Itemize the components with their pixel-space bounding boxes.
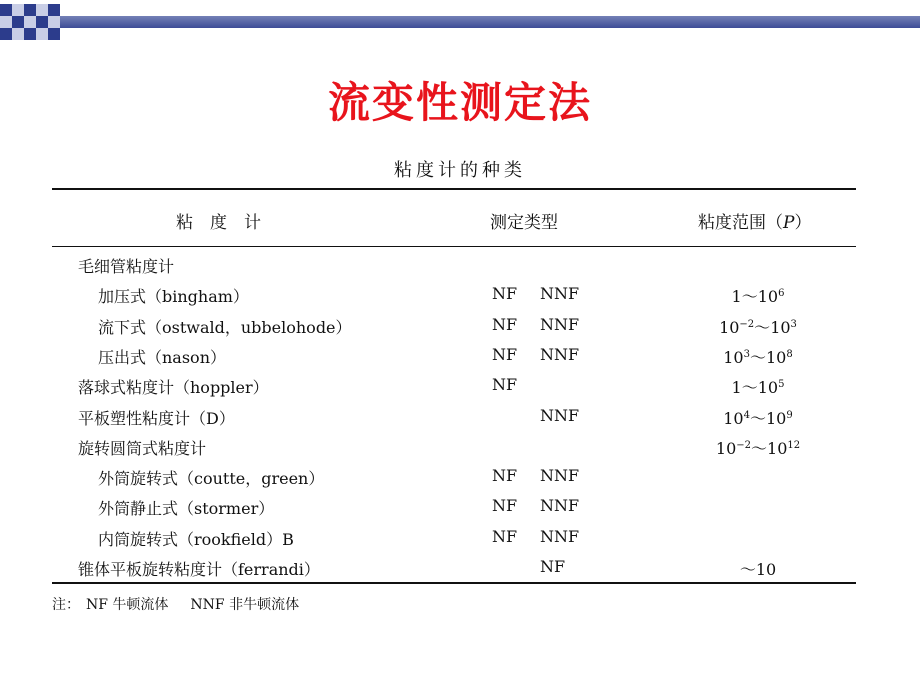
type-nnf: NNF [540,284,580,304]
viscometer-name: 平板塑性粘度计（D） [78,408,235,428]
decor-square [48,16,60,28]
viscosity-range: $10^3\sim 10^8$ [723,347,793,367]
type-nnf: NNF [540,314,580,334]
decor-square [36,4,48,16]
viscometer-name: 压出式（nason） [98,347,226,367]
table-row [0,432,920,462]
viscosity-range: $1\sim 10^6$ [731,287,785,307]
viscosity-range: $10^4\sim 10^9$ [723,408,793,428]
viscometer-name: 加压式（bingham） [98,287,249,307]
header-name: 粘 度 计 [176,213,261,233]
viscometer-name: 毛细管粘度计 [78,257,175,276]
type-nnf: NNF [540,496,580,516]
viscometer-name: 锥体平板旋转粘度计（ferrandi） [78,560,320,579]
table-row [0,311,920,341]
table-row [0,250,920,280]
decor-square [24,16,36,28]
type-nnf: NNF [540,405,580,425]
decor-square [48,4,60,16]
header-bar [60,16,920,28]
decor-square [36,28,48,40]
type-nf: NF [492,526,518,546]
table-row [0,462,920,492]
header-type: 测定类型 [490,213,558,233]
table-note: 注： NF 牛顿流体 NNF 非牛顿流体 [52,597,300,613]
viscometer-name: 外筒静止式（stormer） [98,499,275,519]
decor-square [24,28,36,40]
table-row [0,523,920,553]
table-row [0,280,920,310]
type-nf: NF [492,496,518,516]
viscometer-name: 外筒旋转式（coutte，green） [98,469,325,489]
decor-square [36,16,48,28]
table-row [0,402,920,432]
viscometer-name: 流下式（ostwald，ubbelohode） [98,317,352,337]
type-nnf: NNF [540,466,580,486]
viscometer-name: 旋转圆筒式粘度计 [78,438,207,458]
type-nf: NF [492,375,518,395]
viscosity-range: ～10 [739,560,777,579]
table-row [0,341,920,371]
viscosity-range: $10^{-2}\sim 10^{12}$ [715,438,801,458]
table-row [0,553,920,583]
decor-square [48,28,60,40]
type-nf: NF [492,466,518,486]
decor-square [12,16,24,28]
viscosity-range: $10^{-2}\sim 10^3$ [719,317,797,337]
table-caption: 粘度计的种类 [394,160,526,181]
viscosity-range: $1\sim 10^5$ [731,378,785,398]
decor-square [0,28,12,40]
table-header-rule [52,246,856,247]
table-row [0,492,920,522]
viscometer-name: 内筒旋转式（rookfield）B [98,529,294,549]
type-nf: NF [492,344,518,364]
header-range: 粘度范围（P） [698,213,812,233]
type-nnf: NF [540,557,566,576]
slide-title: 流变性测定法 [327,78,592,127]
type-nnf: NNF [540,344,580,364]
decor-square [12,4,24,16]
decor-square [12,28,24,40]
table-top-rule [52,188,856,190]
type-nf: NF [492,314,518,334]
type-nf: NF [492,284,518,304]
table-row [0,371,920,401]
type-nnf: NNF [540,526,580,546]
decor-square [0,4,12,16]
table-bottom-rule [52,582,856,584]
decor-square [0,16,12,28]
decor-square [24,4,36,16]
viscometer-name: 落球式粘度计（hoppler） [78,378,269,398]
